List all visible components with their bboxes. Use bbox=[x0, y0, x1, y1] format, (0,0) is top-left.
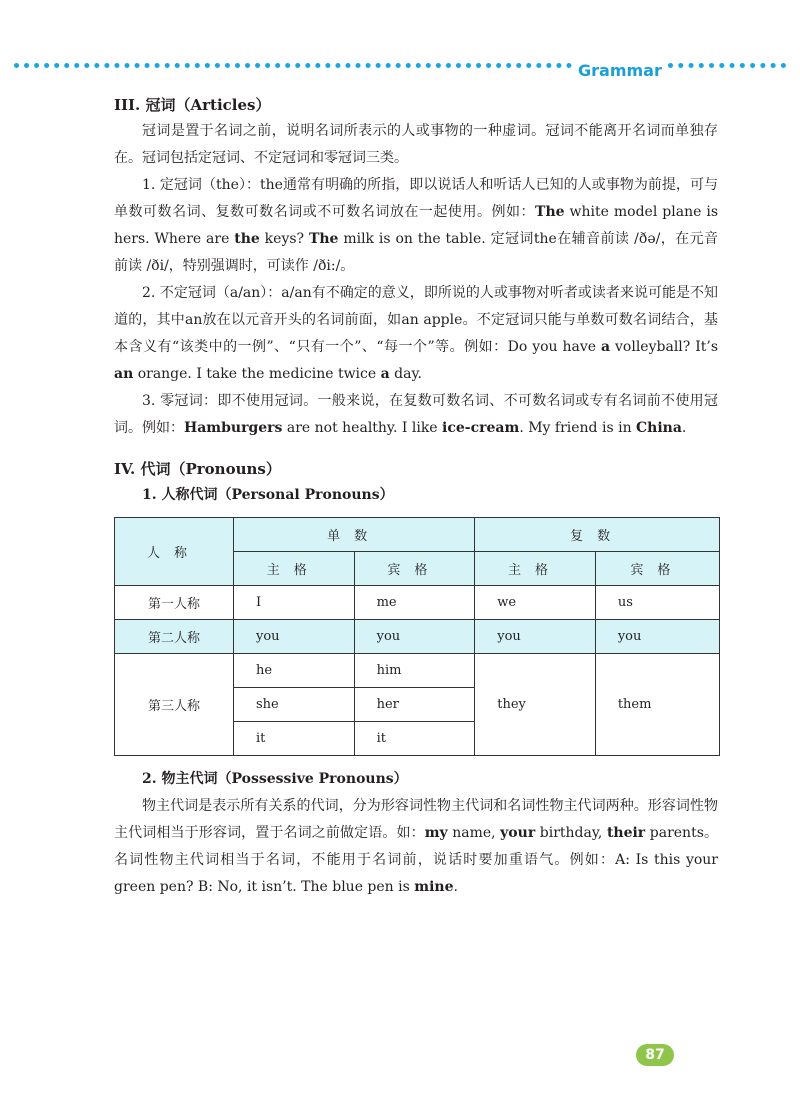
table-cell: you bbox=[354, 620, 475, 654]
example-text: keys? bbox=[259, 231, 309, 247]
header-plural-objective: 宾格 bbox=[595, 552, 719, 586]
bold-word: their bbox=[606, 825, 646, 841]
table-cell: you bbox=[234, 620, 355, 654]
header-dotted-rule bbox=[14, 63, 572, 68]
indefinite-article-lead: 2. 不定冠词（a/an）：a/an有不确定的意义，即所说的人或事物对听者或读者来说可能是不知道的，其中an放在以元音开头的名词前面，如an apple。不定冠词只能与单数可数名词结合，基本含义有“该类中的一例”、“只有一个”、“每一个”等。例如：Do you have bbox=[114, 285, 718, 355]
header-person: 人称 bbox=[115, 518, 234, 586]
table-cell: him bbox=[354, 654, 475, 688]
example-text: day. bbox=[389, 366, 422, 382]
possessive-pronouns-title: 2. 物主代词（Possessive Pronouns） bbox=[142, 771, 408, 787]
table-cell: I bbox=[234, 586, 355, 620]
table-row-first-person bbox=[115, 586, 720, 620]
header-plural: 复数 bbox=[475, 518, 720, 552]
zero-article-paragraph bbox=[114, 388, 718, 442]
example-text: volleyball? It’s bbox=[610, 339, 719, 355]
bold-word: my bbox=[424, 825, 448, 841]
page-number-badge: 87 bbox=[636, 1044, 674, 1066]
bold-word: a bbox=[380, 366, 390, 382]
bold-word: The bbox=[535, 204, 565, 220]
bold-word: your bbox=[500, 825, 536, 841]
example-text: parents。名词性物主代词相当于名词，不能用于名词前，说话时要加重语气。例如：A: Is this your green pen? B: No, it isn’t. The blue pen is bbox=[114, 825, 718, 895]
example-text: name, bbox=[447, 825, 501, 841]
example-text: are not healthy. I like bbox=[282, 420, 443, 436]
table-cell: me bbox=[354, 586, 475, 620]
section-title-articles: III. 冠词（Articles） bbox=[114, 96, 271, 114]
row-label: 第三人称 bbox=[115, 654, 234, 756]
personal-pronouns-title: 1. 人称代词（Personal Pronouns） bbox=[142, 487, 394, 503]
example-text: orange. I take the medicine twice bbox=[133, 366, 381, 382]
table-cell: you bbox=[595, 620, 719, 654]
indefinite-article-paragraph bbox=[114, 280, 718, 388]
header-singular-objective: 宾格 bbox=[354, 552, 475, 586]
table-cell: them bbox=[595, 654, 719, 756]
header-plural-subjective: 主格 bbox=[475, 552, 596, 586]
example-text: . bbox=[681, 420, 687, 436]
table-row-second-person bbox=[115, 620, 720, 654]
table-cell: it bbox=[354, 722, 475, 756]
articles-intro: 冠词是置于名词之前，说明名词所表示的人或事物的一种虚词。冠词不能离开名词而单独存在。冠词包括定冠词、不定冠词和零冠词三类。 bbox=[114, 123, 718, 166]
running-header: Grammar bbox=[578, 61, 662, 80]
definite-article-lead: 1. 定冠词（the）：the通常有明确的所指，即以说话人和听话人已知的人或事物为前提，可与单数可数名词、复数可数名词或不可数名词放在一起使用。例如： bbox=[114, 177, 718, 220]
table-cell: us bbox=[595, 586, 719, 620]
table-cell: she bbox=[234, 688, 355, 722]
bold-word: ice-cream bbox=[442, 420, 520, 436]
section-title-pronouns: IV. 代词（Pronouns） bbox=[114, 460, 281, 478]
row-label: 第一人称 bbox=[115, 586, 234, 620]
table-cell: you bbox=[475, 620, 596, 654]
table-header-row bbox=[115, 518, 720, 552]
header-singular: 单数 bbox=[234, 518, 475, 552]
table-row-third-person bbox=[115, 654, 720, 688]
table-cell: they bbox=[475, 654, 596, 756]
row-label: 第二人称 bbox=[115, 620, 234, 654]
example-text: birthday, bbox=[535, 825, 607, 841]
example-text: milk is on the table. 定冠词the在辅音前读 /ðə/，在元音前读 /ði/，特别强调时，可读作 /ði:/。 bbox=[114, 231, 719, 274]
possessive-lead: 物主代词是表示所有关系的代词，分为形容词性物主代词和名词性物主代词两种。形容词性物主代词相当于形容词，置于名词之前做定语。如： bbox=[114, 798, 718, 841]
bold-word: China bbox=[636, 420, 682, 436]
header-singular-subjective: 主格 bbox=[234, 552, 355, 586]
bold-word: The bbox=[308, 231, 339, 247]
table-cell: her bbox=[354, 688, 475, 722]
example-text: white model plane is hers. Where are bbox=[114, 204, 719, 247]
bold-word: Hamburgers bbox=[184, 420, 283, 436]
definite-article-paragraph bbox=[114, 172, 718, 280]
bold-word: mine bbox=[414, 879, 454, 895]
bold-word: a bbox=[601, 339, 611, 355]
page-content bbox=[114, 92, 718, 901]
table-cell: it bbox=[234, 722, 355, 756]
possessive-pronouns-paragraph bbox=[114, 793, 718, 901]
example-text: . bbox=[453, 879, 458, 895]
header-dotted-rule-right bbox=[668, 63, 786, 68]
zero-article-lead: 3. 零冠词：即不使用冠词。一般来说，在复数可数名词、不可数名词或专有名词前不使用冠词。例如： bbox=[114, 393, 718, 436]
bold-word: the bbox=[234, 231, 260, 247]
table-cell: he bbox=[234, 654, 355, 688]
example-text: . My friend is in bbox=[519, 420, 637, 436]
personal-pronouns-table bbox=[114, 517, 720, 756]
bold-word: an bbox=[114, 366, 134, 382]
table-cell: we bbox=[475, 586, 596, 620]
